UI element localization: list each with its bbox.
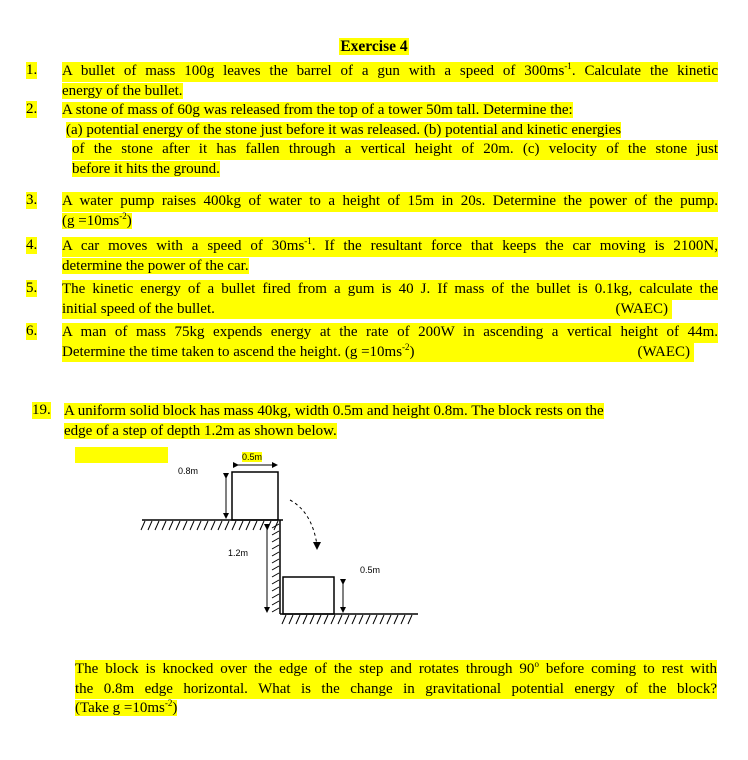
exercise-title: Exercise 4 [340, 38, 408, 55]
depth-label: 1.2m [228, 548, 249, 558]
question-number: 19. [32, 402, 51, 418]
wall-hatch [272, 524, 279, 612]
question-text: the 0.8m edge horizontal. What is the change in gravitational potential energy of the block? [75, 680, 717, 700]
question-text: A uniform solid block has mass 40kg, width 0.5m and height 0.8m. The block rests on the [64, 403, 604, 419]
fall-arrowhead [313, 542, 321, 550]
height-label: 0.8m [178, 466, 199, 476]
question-text: The block is knocked over the edge of the step and rotates through 90$^o$ before coming to rest with [75, 660, 717, 680]
question-text: before it hits the ground. [72, 160, 220, 177]
question-number: 2. [26, 101, 38, 117]
question-text: A stone of mass of 60g was released from the top of a tower 50m tall. Determine the: [62, 102, 573, 118]
fallen-block [283, 577, 334, 614]
question-text: determine the power of the car. [62, 257, 249, 274]
source-tag: (WAEC) [638, 343, 691, 363]
question-text: Determine the time taken to ascend the height. $(g =10ms^{-2})$ [62, 341, 415, 360]
question-text: initial speed of the bullet. [62, 300, 215, 317]
question-text: A water pump raises 400kg of water to a height of 15m in 20s. Determine the power of the pump. [62, 192, 718, 212]
width-label: 0.5m [242, 452, 263, 462]
source-tag: (WAEC) [616, 300, 669, 320]
upright-block [232, 472, 278, 520]
question-text: edge of a step of depth 1.2m as shown below. [64, 422, 337, 439]
question-text: $(g =10ms^{-2})$ [62, 210, 132, 229]
question-number: 5. [26, 280, 38, 296]
fall-path [290, 500, 317, 545]
final-height-label: 0.5m [360, 565, 381, 575]
lower-ground-hatch [282, 615, 412, 624]
question-number: 1. [26, 62, 38, 78]
question-text: A bullet of mass 100g leaves the barrel of a gun with a speed of $300ms^{-1}$. Calculate the kinetic [62, 62, 718, 82]
question-text: of the stone after it has fallen through a vertical height of 20m. (c) velocity of the stone just [72, 140, 718, 160]
question-number: 3. [26, 192, 38, 208]
question-number: 4. [26, 237, 38, 253]
question-text: The kinetic energy of a bullet fired from a gum is 40 J. If mass of the bullet is 0.1kg, calculate the [62, 280, 718, 300]
question-text: A car moves with a speed of $30ms^{-1}$. If the resultant force that keeps the car moving is 2100N, [62, 237, 718, 257]
question-text: energy of the bullet. [62, 82, 183, 99]
upper-ground-hatch [141, 521, 278, 530]
question-text: A man of mass 75kg expends energy at the rate of 200W in ascending a vertical height of 44m. [62, 323, 718, 343]
question-number: 6. [26, 323, 38, 339]
question-text: (a) potential energy of the stone just before it was released. (b) potential and kinetic energies [66, 121, 622, 138]
question-text: (Take $g =10ms^{-2}$) [75, 698, 178, 716]
